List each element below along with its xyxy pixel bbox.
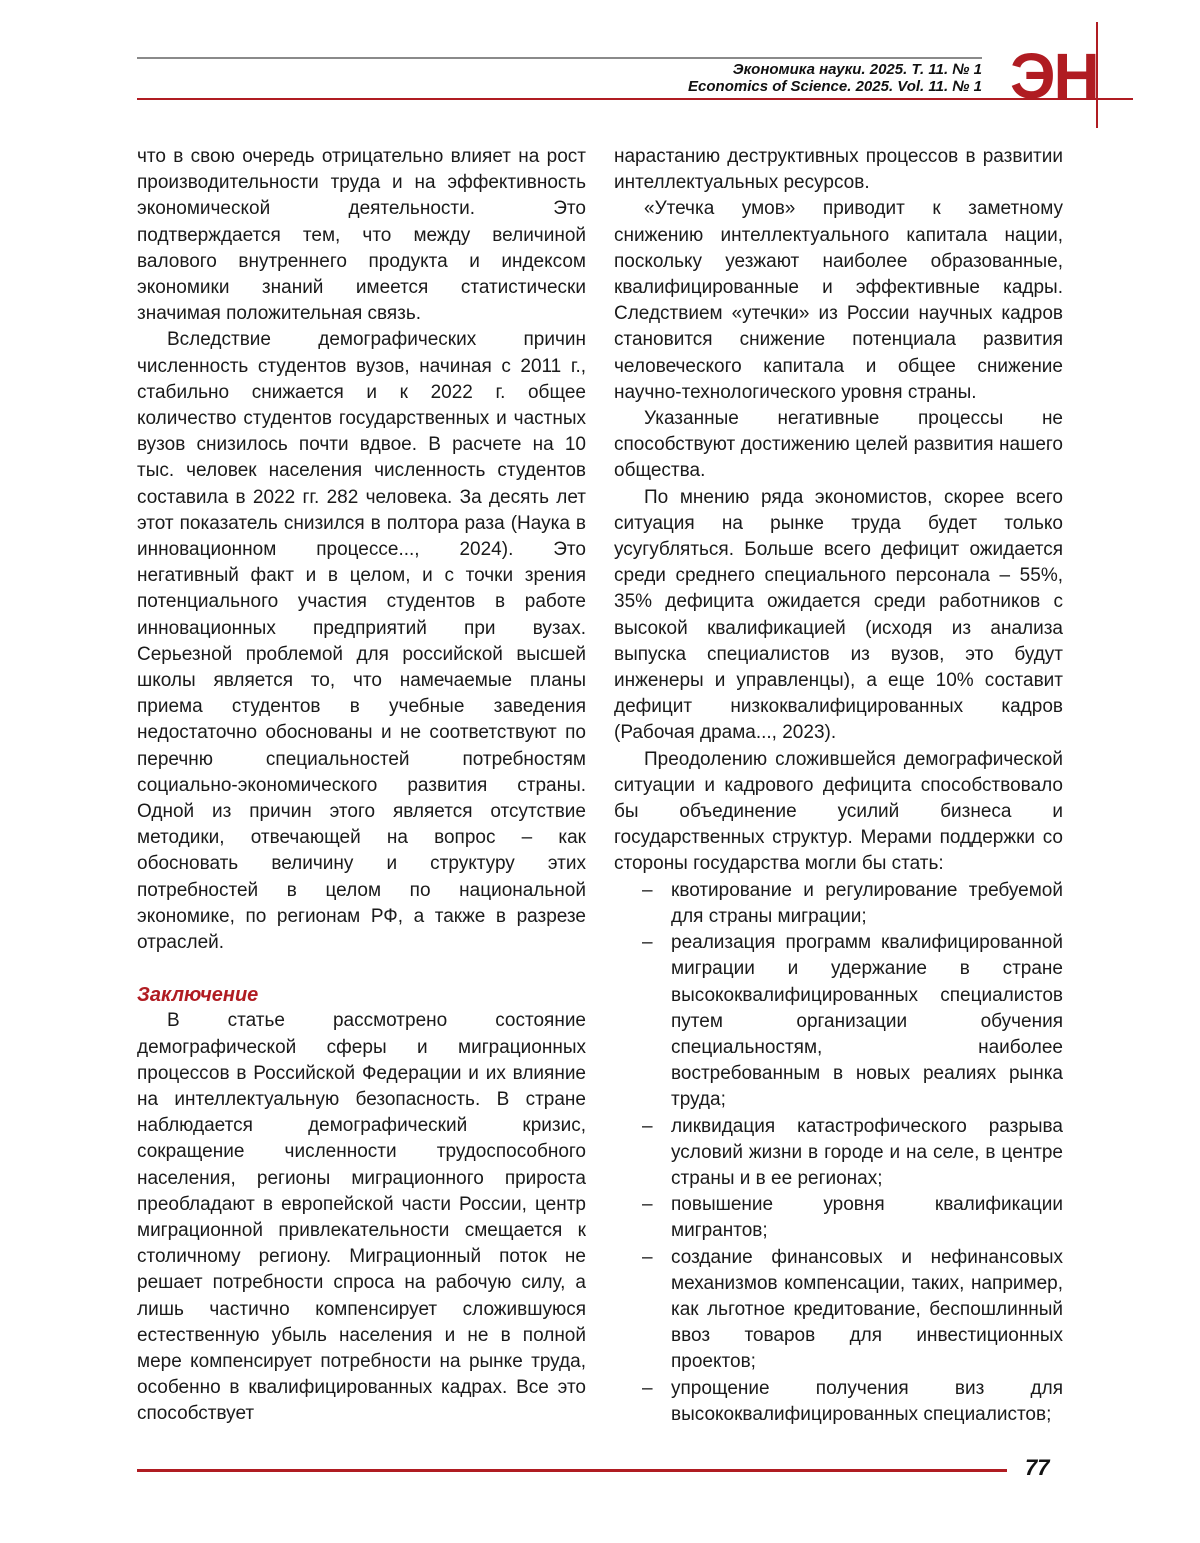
dash-bullet: – xyxy=(642,932,653,954)
dash-bullet: – xyxy=(642,1377,653,1399)
journal-citation-ru: Экономика науки. 2025. Т. 11. № 1 xyxy=(732,61,982,78)
header-rule-red xyxy=(137,98,1133,100)
list-item xyxy=(614,1376,1063,1428)
list-item xyxy=(614,930,1063,1113)
list-item xyxy=(614,878,1063,930)
right-column xyxy=(614,144,1063,1428)
list-item xyxy=(614,1245,1063,1376)
list-item-text: повышение уровня квалификации мигрантов; xyxy=(671,1194,1063,1242)
paragraph: нарастанию деструктивных процессов в развитии интеллектуальных ресурсов. xyxy=(614,146,1063,194)
paragraph: что в свою очередь отрицательно влияет на рост производительности труда и на эффективность экономической деятельности. Это подтверждается тем, что между величиной валового внутреннего продукта и индексом экономики знаний имеется статистически значимая положительная связь. xyxy=(137,146,586,325)
list-item-text: создание финансовых и нефинансовых механизмов компенсации, таких, например, как льготное кредитование, беспошлинный ввоз товаров для инвестиционных проектов; xyxy=(671,1246,1063,1373)
list-item-text: упрощение получения виз для высококвалифицированных специалистов; xyxy=(671,1377,1063,1425)
paragraph: «Утечка умов» приводит к заметному снижению интеллектуального капитала нации, поскольку уезжают наиболее образованные, квалифицированные и эффективные кадры. Следствием «утечки» из России научных кадров становится снижение потенциала развития человеческого капитала и общее снижение научно-технологического уровня страны. xyxy=(614,198,1063,403)
journal-citation xyxy=(688,61,982,95)
paragraph: В статье рассмотрено состояние демографической сферы и миграционных процессов в Российской Федерации и их влияние на интеллектуальную безопасность. В стране наблюдается демографический кризис, сокращение численности трудоспособного населения, регионы миграционного прироста преобладают в европейской части России, центр миграционной привлекательности смещается к столичному региону. Миграционный поток не решает потребности спроса на рабочую силу, а лишь частично компенсирует сложившуюся естественную убыль населения и не в полной мере компенсирует потребности на рынке труда, особенно в квалифицированных кадрах. Все это способствует xyxy=(137,1010,586,1425)
list-item xyxy=(614,1192,1063,1244)
page-number: 77 xyxy=(1025,1455,1050,1480)
paragraph: Преодолению сложившейся демографической ситуации и кадрового дефицита способствовало бы объединение усилий бизнеса и государственных структур. Мерами поддержки со стороны государства могли бы стать: xyxy=(614,748,1063,875)
dash-bullet: – xyxy=(642,1115,653,1137)
paragraph: Вследствие демографических причин численность студентов вузов, начиная с 2011 г., стабильно снижается и к 2022 г. общее количество студентов государственных и частных вузов снизилось почти вдвое. В расчете на 10 тыс. человек населения численность студентов составила в 2022 гг. 282 человека. За десять лет этот показатель снизился в полтора раза (Наука в инновационном процессе..., 2024). Это негативный факт и в целом, и с точки зрения потенциального участия студентов в работе инновационных предприятий при вузах. Серьезной проблемой для российской высшей школы является то, что намечаемые планы приема студентов в учебные заведения недостаточно обоснованы и не соответствуют по перечню специальностей потребностям социально-экономического развития страны. Одной из причин этого является отсутствие методики, отвечающей на вопрос – как обосновать величину и структуру этих потребностей в целом по национальной экономике, по регионам РФ, а также в разрезе отраслей. xyxy=(137,329,586,954)
dash-bullet: – xyxy=(642,1246,653,1268)
journal-citation-en: Economics of Science. 2025. Vol. 11. № 1 xyxy=(688,78,982,95)
left-column xyxy=(137,144,586,1428)
dash-bullet: – xyxy=(642,879,653,901)
list-item xyxy=(614,1114,1063,1193)
header-rule-gray xyxy=(137,57,982,59)
paragraph: По мнению ряда экономистов, скорее всего ситуация на рынке труда будет только усугубляться. Больше всего дефицит ожидается среди среднего специального персонала – 55%, 35% дефицита ожидается среди работников с высокой квалификацией (исходя из анализа выпуска специалистов из вузов, это будут инженеры и управленцы), а еще 10% составит дефицит низкоквалифицированных кадров (Рабочая драма..., 2023). xyxy=(614,486,1063,744)
section-heading: Заключение xyxy=(137,984,259,1007)
list-item-text: реализация программ квалифицированной миграции и удержание в стране высококвалифицированных специалистов путем организации обучения специальностям, наиболее востребованным в новых реалиях рынка труда; xyxy=(671,932,1063,1111)
dash-bullet: – xyxy=(642,1194,653,1216)
measures-list xyxy=(614,878,1063,1428)
footer-rule xyxy=(137,1469,1007,1472)
list-item-text: квотирование и регулирование требуемой для страны миграции; xyxy=(671,879,1063,927)
list-item-text: ликвидация катастрофического разрыва условий жизни в городе и на селе, в центре страны и в ее регионах; xyxy=(671,1115,1063,1189)
journal-logo: ЭН xyxy=(1010,40,1098,112)
paragraph: Указанные негативные процессы не способствуют достижению целей развития нашего общества. xyxy=(614,408,1063,482)
